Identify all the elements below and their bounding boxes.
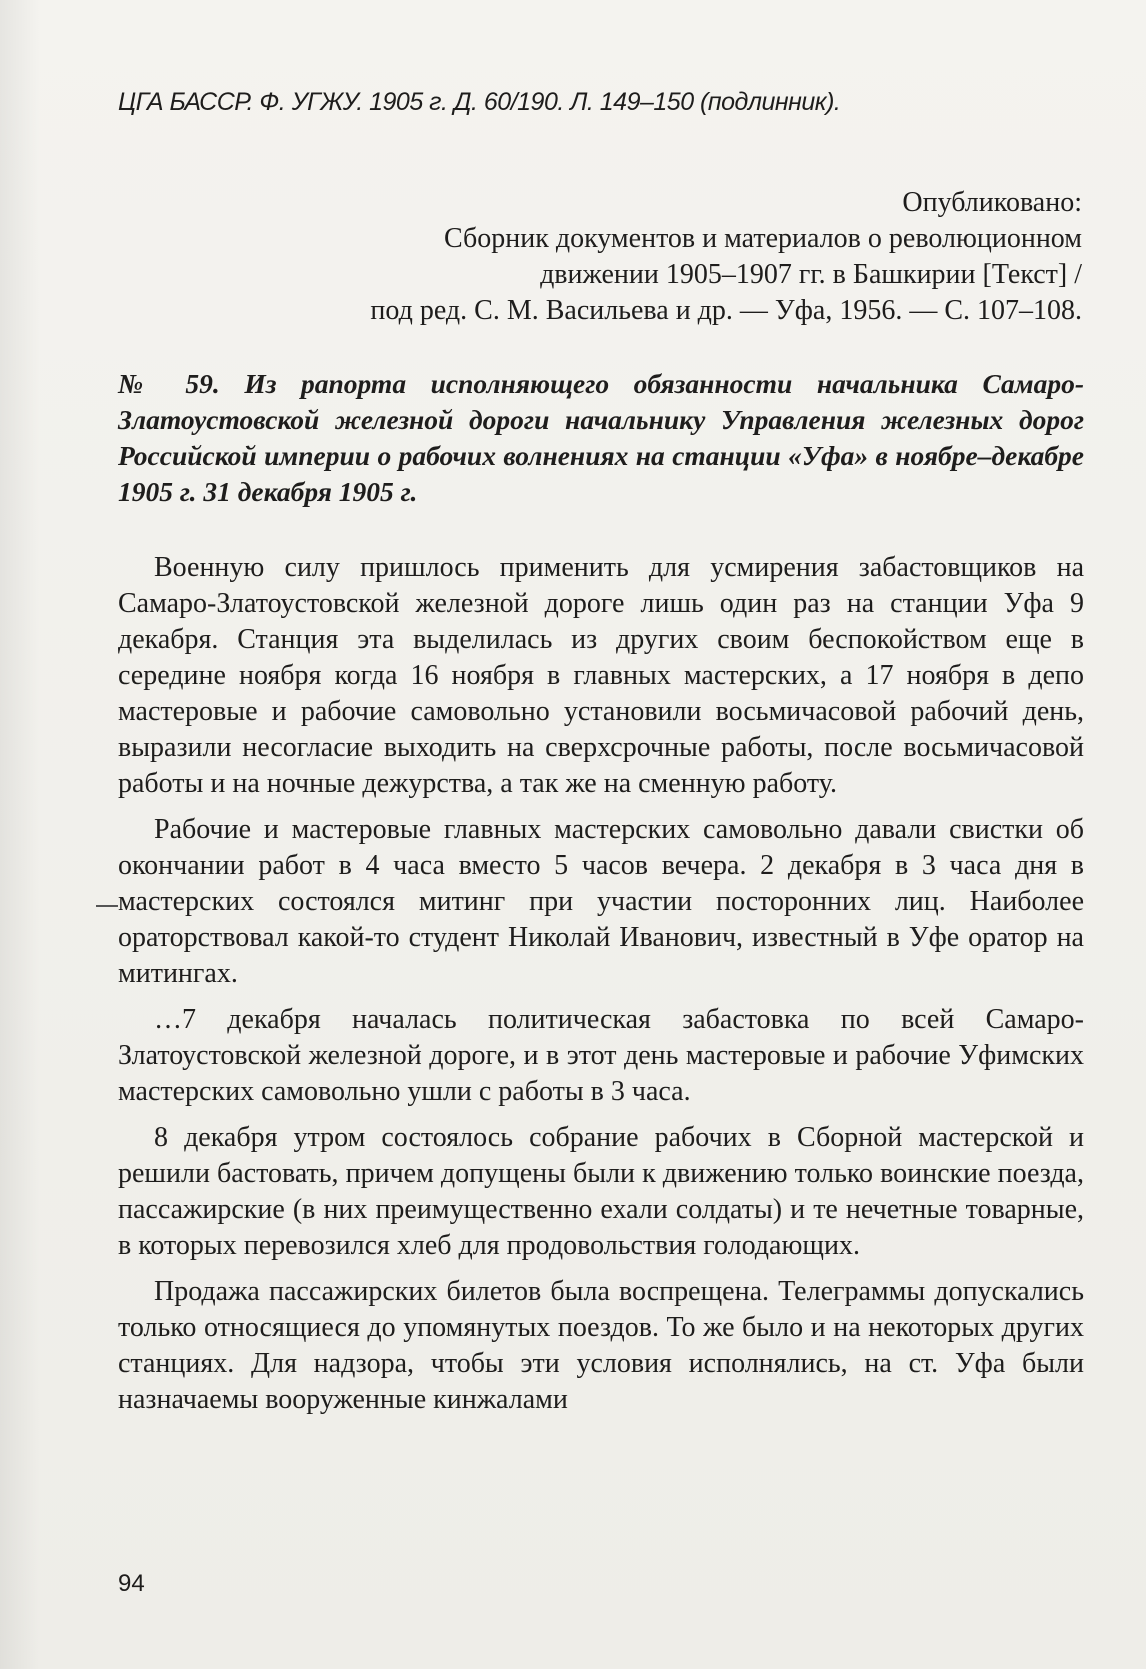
page-number: 94: [118, 1570, 145, 1597]
published-line-1: Сборник документов и материалов о революционном: [444, 223, 1082, 254]
paragraph: Продажа пассажирских билетов была воспрещена. Телеграммы допускались только относящиеся до упомянутых поездов. То же было и на некоторых других станциях. Для надзора, чтобы эти условия исполнялись, на ст. Уфа были назначаемы вооруженные кинжалами: [118, 1276, 1084, 1415]
paragraph: 8 декабря утром состоялось собрание рабочих в Сборной мастерской и решили бастовать, причем допущены были к движению только воинские поезда, пассажирские (в них преимущественно ехали солдаты) и те нечетные товарные, в которых перевозился хлеб для продовольствия голодающих.: [118, 1122, 1084, 1261]
published-line-3: под ред. С. М. Васильева и др. — Уфа, 1956. — С. 107–108.: [370, 295, 1082, 326]
published-line-2: движении 1905–1907 гг. в Башкирии [Текст] /: [540, 259, 1082, 290]
archive-reference: ЦГА БАССР. Ф. УГЖУ. 1905 г. Д. 60/190. Л. 149–150 (подлинник).: [118, 88, 841, 116]
paragraph: Военную силу пришлось применить для усмирения забастовщиков на Самаро-Златоустовской железной дороге лишь один раз на станции Уфа 9 декабря. Станция эта выделилась из других своим беспокойством еще в середине ноября когда 16 ноября в главных мастерских, а 17 ноября в депо мастеровые и рабочие самовольно установили восьмичасовой рабочий день, выразили несогласие выходить на сверхсрочные работы, после восьмичасовой работы и на ночные дежурства, а так же на сменную работу.: [118, 552, 1084, 799]
paragraph: …7 декабря началась политическая забастовка по всей Самаро-Златоустовской железной дороге, и в этот день мастеровые и рабочие Уфимских мастерских самовольно ушли с работы в 3 часа.: [118, 1004, 1084, 1107]
paragraph: Рабочие и мастеровые главных мастерских самовольно давали свистки об окончании работ в 4 часа вместо 5 часов вечера. 2 декабря в 3 часа дня в мастерских состоялся митинг при участии посторонних лиц. Наиболее ораторствовал какой-то студент Николай Иванович, известный в Уфе оратор на митингах.: [118, 814, 1084, 989]
publication-info: [162, 185, 1082, 329]
published-label: Опубликовано:: [902, 187, 1082, 218]
margin-mark: [96, 905, 118, 907]
document-body: [118, 550, 1084, 1418]
document-title: № 59. Из рапорта исполняющего обязанности начальника Самаро-Златоустовской железной дороги начальнику Управления железных дорог Российской империи о рабочих волнениях на станции «Уфа» в ноябре–декабре 1905 г. 31 декабря 1905 г.: [118, 368, 1084, 507]
